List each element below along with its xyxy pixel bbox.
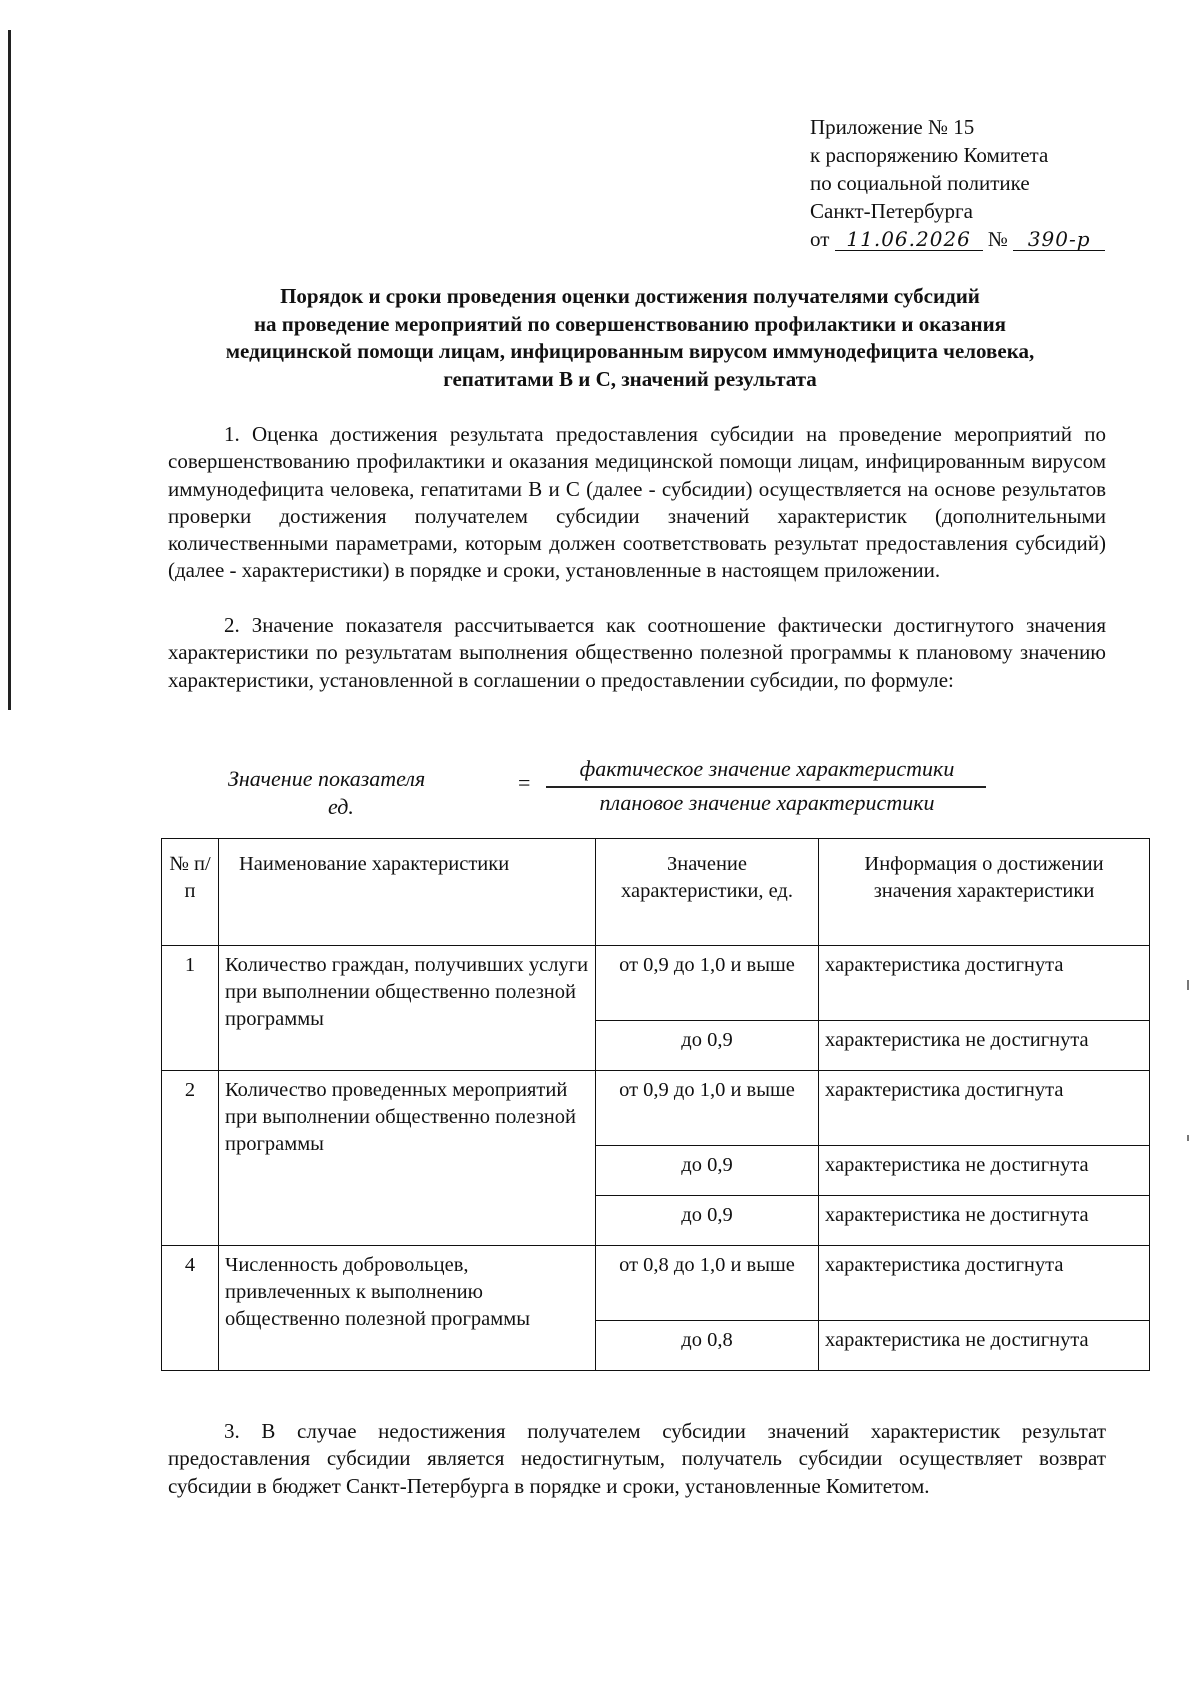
row-value: от 0,8 до 1,0 и выше xyxy=(596,1246,819,1321)
paragraph-3 xyxy=(168,1418,1106,1500)
formula-fraction-bar xyxy=(546,786,986,788)
date-prefix: от xyxy=(810,227,830,251)
document-title xyxy=(150,283,1110,393)
formula-denominator: плановое значение характеристики xyxy=(599,790,935,815)
row-info: характеристика не достигнута xyxy=(819,1196,1150,1246)
table-row xyxy=(162,1071,1150,1146)
header-num: № п/п xyxy=(162,839,219,946)
table-row xyxy=(162,946,1150,1021)
title-line: гепатитами В и С, значений результата xyxy=(443,366,817,391)
paragraph-1-text: 1. Оценка достижения результата предоставления субсидии на проведение мероприятий по совершенствованию профилактики и оказания медицинской помощи лицам, инфицированным вирусом иммунодефицита человека, гепатитами В и С (далее - субсидии) осуществляется на основе результатов проверки достижения получателем субсидии значений характеристик (дополнительными количественными параметрами, которым должен соответствовать результат предоставления субсидий) (далее - характеристики) в порядке и сроки, установленные в настоящем приложении. xyxy=(168,422,1106,583)
formula-equals: = xyxy=(518,770,531,795)
row-info: характеристика не достигнута xyxy=(819,1146,1150,1196)
header-name: Наименование характеристики xyxy=(219,839,596,946)
appendix-line: по социальной политике xyxy=(810,171,1030,195)
appendix-line: к распоряжению Комитета xyxy=(810,143,1049,167)
paragraph-2 xyxy=(168,612,1106,694)
row-value: от 0,9 до 1,0 и выше xyxy=(596,946,819,1021)
table-row xyxy=(162,1246,1150,1321)
header-info: Информация о достижении значения характеристики xyxy=(819,839,1150,946)
title-line: на проведение мероприятий по совершенствованию профилактики и оказания xyxy=(253,311,1007,336)
row-info: характеристика достигнута xyxy=(819,1071,1150,1146)
row-info: характеристика не достигнута xyxy=(819,1021,1150,1071)
row-value: до 0,9 xyxy=(596,1021,819,1071)
row-num: 1 xyxy=(162,946,219,1071)
row-value: от 0,9 до 1,0 и выше xyxy=(596,1071,819,1146)
number-sign: № xyxy=(987,227,1008,251)
title-line: медицинской помощи лицам, инфицированным вирусом иммунодефицита человека, xyxy=(225,339,1035,363)
scan-edge-line xyxy=(8,30,11,710)
scan-speck xyxy=(1187,1135,1189,1141)
formula xyxy=(0,756,1200,826)
row-info: характеристика не достигнута xyxy=(819,1321,1150,1371)
appendix-line: Приложение № 15 xyxy=(810,115,975,139)
row-value: до 0,8 xyxy=(596,1321,819,1371)
handwritten-date: 11.06.2026 xyxy=(835,228,983,251)
row-name: Численность добровольцев, привлеченных к выполнению общественно полезной программы xyxy=(219,1246,596,1371)
row-info: характеристика достигнута xyxy=(819,1246,1150,1321)
row-name: Количество граждан, получивших услуги при выполнении общественно полезной программы xyxy=(219,946,596,1071)
table-header-row xyxy=(162,839,1150,946)
paragraph-1 xyxy=(168,421,1106,585)
row-num: 2 xyxy=(162,1071,219,1246)
formula-lhs-unit: ед. xyxy=(328,794,354,819)
row-name: Количество проведенных мероприятий при выполнении общественно полезной программы xyxy=(219,1071,596,1246)
handwritten-number: 390-р xyxy=(1013,228,1105,251)
row-info: характеристика достигнута xyxy=(819,946,1150,1021)
row-value: до 0,9 xyxy=(596,1146,819,1196)
formula-lhs: Значение показателя xyxy=(228,766,426,791)
title-line: Порядок и сроки проведения оценки достижения получателями субсидий xyxy=(280,284,980,308)
formula-numerator: фактическое значение характеристики xyxy=(579,756,955,781)
header-value: Значение характеристики, ед. xyxy=(596,839,819,946)
paragraph-3-text: 3. В случае недостижения получателем субсидии значений характеристик результат предоставления субсидии является недостигнутым, получатель субсидии осуществляет возврат субсидии в бюджет Санкт-Петербурга в порядке и сроки, установленные Комитетом. xyxy=(168,1419,1106,1498)
scan-speck xyxy=(1187,980,1189,990)
appendix-date-row xyxy=(810,225,1105,253)
appendix-line: Санкт-Петербурга xyxy=(810,199,973,223)
results-table xyxy=(161,838,1150,1371)
row-value: до 0,9 xyxy=(596,1196,819,1246)
paragraph-2-text: 2. Значение показателя рассчитывается как соотношение фактически достигнутого значения характеристики по результатам выполнения общественно полезной программы к плановому значению характеристики, установленной в соглашении о предоставлении субсидии, по формуле: xyxy=(168,613,1106,692)
appendix-block xyxy=(810,113,1105,253)
row-num: 4 xyxy=(162,1246,219,1371)
